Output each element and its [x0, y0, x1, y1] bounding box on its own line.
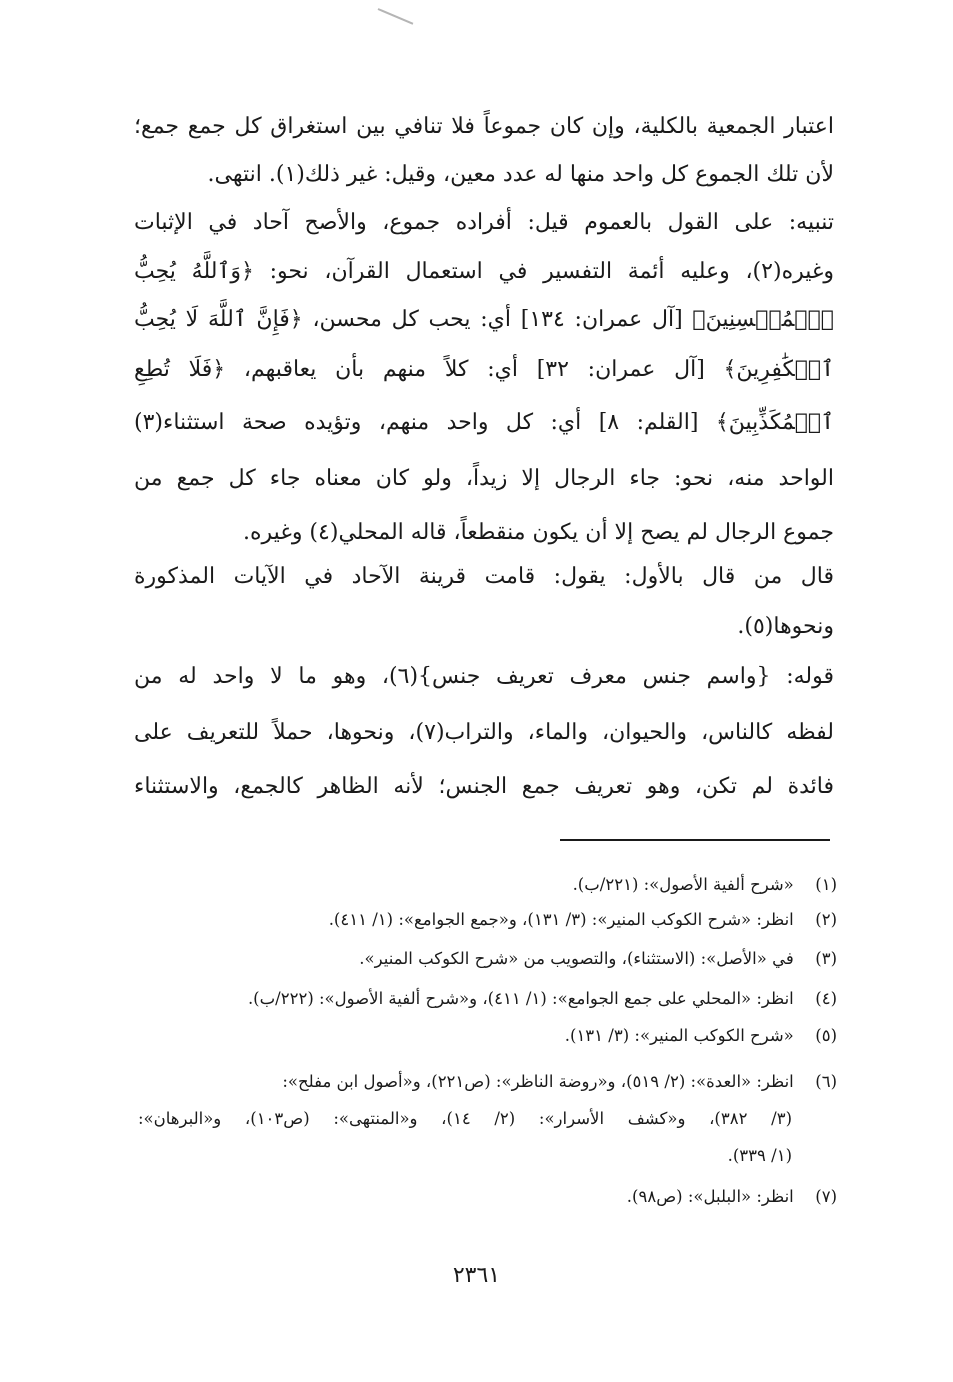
scan-mark	[378, 8, 414, 25]
body-line: اعتبار الجمعية بالكلية، وإن كان جموعاً فلا تنافي بين استغراق كل جمع جمع؛	[134, 114, 834, 139]
body-line: قوله: {واسم جنس معرف تعريف جنس}(٦)، وهو ما لا واحد له من	[134, 664, 834, 689]
footnote-number: (٤)	[815, 989, 837, 1008]
footnote-text: انظر: «العدة»: (٢/ ٥١٩)، و«روضة الناظر»: (ص٢٢١)، و«أصول ابن مفلح»:	[282, 1072, 794, 1091]
footnote-separator	[560, 839, 830, 841]
body-line: الواحد منه، نحو: جاء الرجال إلا زيداً، ولو كان معناه جاء كل جمع من	[134, 466, 834, 491]
footnote-continuation: (٣/ ٣٨٢)، و«كشف الأسرار»: (٢/ ١٤)، و«المنتهى»: (ص١٠٣)، و«البرهان»:	[138, 1109, 792, 1128]
body-line: ٱلۡكَٰفِرِينَ﴾ [آل عمران: ٣٢] أي: كلاً منهم بأن يعاقبهم، ﴿فَلَا تُطِعِ	[134, 357, 834, 382]
footnote	[248, 985, 837, 1013]
footnote-text: «شرح الكوكب المنير»: (٣/ ١٣١).	[564, 1026, 794, 1045]
body-line: ٱلۡمُحۡسِنِينَ﴾ [آل عمران: ١٣٤] أي: يحب كل محسن، ﴿فَإِنَّ ٱللَّهَ لَا يُحِبُّ	[134, 307, 834, 332]
body-line: لفظه كالناس، والحيوان، والماء، والتراب(٧)، ونحوها، حملاً للتعريف على	[134, 720, 834, 745]
footnote-number: (٦)	[815, 1072, 837, 1091]
footnote-number: (٧)	[815, 1187, 837, 1206]
footnote-number: (٢)	[815, 910, 837, 929]
body-line: لأن تلك الجموع كل واحد منها له عدد معين، وقيل: غير ذلك(١). انتهى.	[207, 162, 834, 187]
footnote-text: انظر: «البلبل»: (ص٩٨).	[626, 1187, 794, 1206]
footnote-continuation: (١/ ٣٣٩).	[727, 1146, 792, 1165]
footnote-text: في «الأصل»: (الاستثناء)، والتصويب من «شرح الكوكب المنير».	[359, 949, 794, 968]
footnote	[565, 1022, 837, 1050]
footnote-text: انظر: «المحلي على جمع الجوامع»: (١/ ٤١١)، و«شرح ألفية الأصول»: (٢٢٢/ب).	[247, 989, 794, 1008]
body-line: وغيره(٢)، وعليه أئمة التفسير في استعمال القرآن، نحو: ﴿وَٱللَّهُ يُحِبُّ	[134, 259, 834, 284]
footnote-number: (١)	[815, 875, 837, 894]
footnote	[138, 1068, 837, 1096]
body-line: ونحوها(٥).	[737, 614, 834, 639]
footnote-number: (٣)	[815, 949, 837, 968]
footnote	[359, 945, 837, 973]
body-line: فائدة لم تكن، وهو تعريف جمع الجنس؛ لأنه الظاهر كالجمع، والاستثناء	[134, 774, 834, 799]
body-line: قال من قال بالأول: يقول: قامت قرينة الآحاد في الآيات المذكورة	[134, 564, 834, 589]
body-line: جموع الرجال لم يصح إلا أن يكون منقطعاً، قاله المحلي(٤) وغيره.	[243, 520, 834, 545]
body-line: تنبيه: على القول بالعموم قيل: أفراده جموع، والأصح آحاد في الإثبات	[134, 210, 834, 235]
page-number: ٢٣٦١	[452, 1263, 501, 1288]
footnote	[573, 871, 837, 899]
footnote-text: «شرح ألفية الأصول»: (٢٢١/ب).	[572, 875, 794, 894]
footnote-number: (٥)	[815, 1026, 837, 1045]
body-line: ٱلۡمُكَذِّبِينَ﴾ [القلم: ٨] أي: كل واحد منهم، وتؤيده صحة استثناء(٣)	[134, 410, 834, 435]
footnote	[329, 906, 837, 934]
footnote-text: انظر: «شرح الكوكب المنير»: (٣/ ١٣١)، و«جمع الجوامع»: (١/ ٤١١).	[328, 910, 794, 929]
footnote	[627, 1183, 837, 1211]
